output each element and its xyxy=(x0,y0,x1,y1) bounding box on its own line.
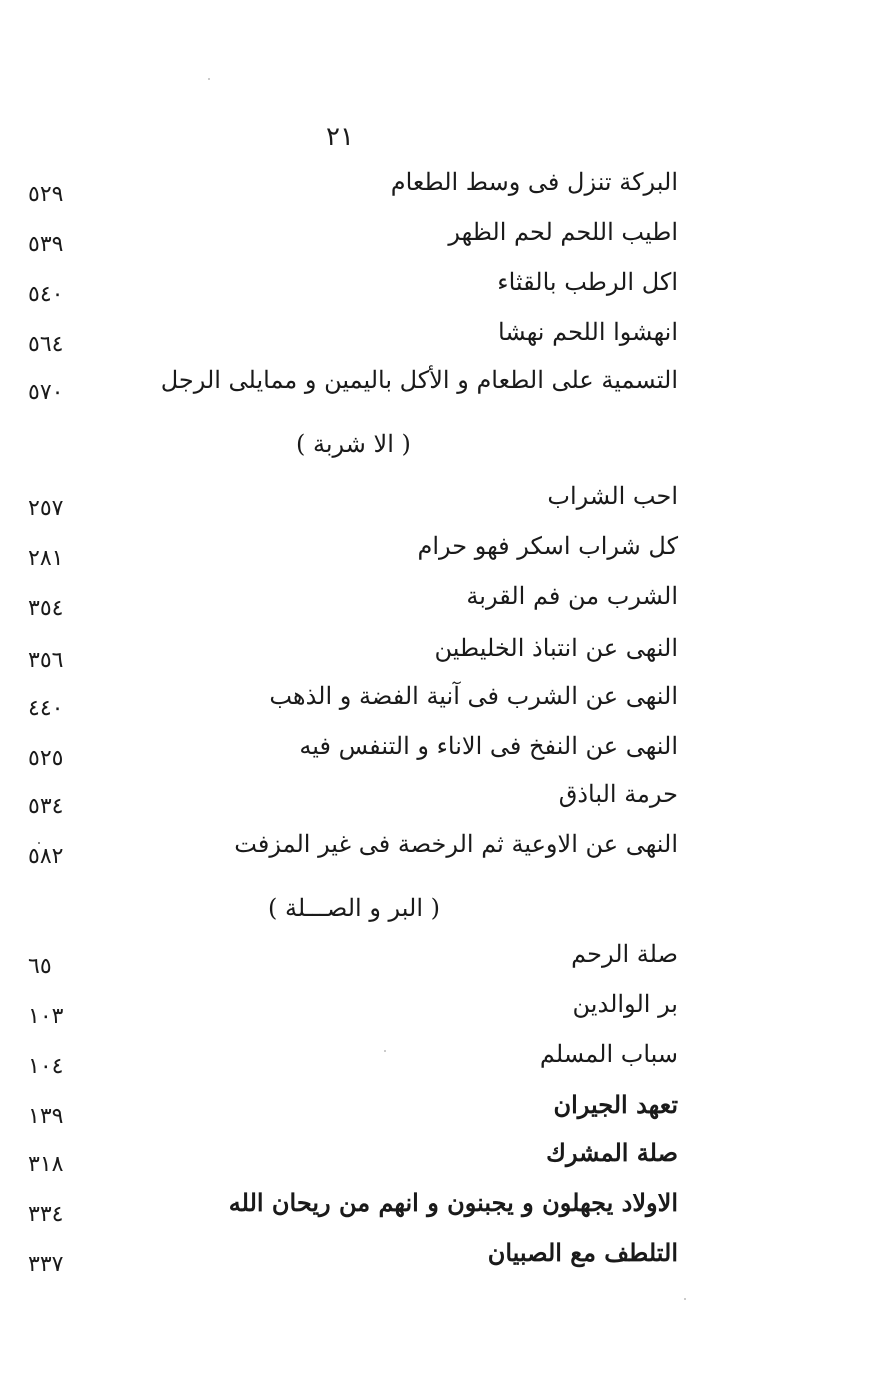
entry-title: الاولاد يجهلون و يجبنون و انهم من ريحان الله xyxy=(228,1188,678,1217)
entry-title: صلة الرحم xyxy=(571,940,678,968)
entry-title: تعهد الجيران xyxy=(553,1090,678,1119)
index-row xyxy=(0,990,873,1030)
scan-speck xyxy=(684,1298,686,1300)
entry-page-number: ١٠٣ xyxy=(28,1004,64,1029)
index-row xyxy=(0,1238,873,1278)
entry-page-number: ٣٣٤ xyxy=(28,1202,64,1227)
entry-page-number: ٥٣٤ xyxy=(28,794,64,819)
entry-title: اكل الرطب بالقثاء xyxy=(497,268,678,296)
entry-page-number: ٣٥٤ xyxy=(28,596,64,621)
entry-page-number: ٦٥ xyxy=(28,954,52,979)
index-row xyxy=(0,940,873,980)
entry-title: سباب المسلم xyxy=(539,1040,678,1068)
entry-title: الشرب من فم القربة xyxy=(466,582,678,610)
index-row xyxy=(0,366,873,406)
page-number: ٢١ xyxy=(326,122,354,152)
index-row xyxy=(0,268,873,308)
entry-title: كل شراب اسكر فهو حرام xyxy=(417,532,678,560)
section-heading-drinks: ( الا شربة ) xyxy=(296,430,411,458)
entry-page-number: ٥٢٩ xyxy=(28,182,64,207)
index-row xyxy=(0,582,873,622)
index-row xyxy=(0,830,873,870)
entry-page-number: ٥٦٤ xyxy=(28,332,64,357)
entry-title: اطيب اللحم لحم الظهر xyxy=(448,218,678,246)
entry-page-number: ٤٤٠ xyxy=(28,696,64,721)
scan-speck xyxy=(384,1050,386,1052)
entry-page-number: ١٣٩ xyxy=(28,1104,64,1129)
index-row xyxy=(0,1040,873,1080)
entry-title: بر الوالدين xyxy=(572,990,678,1018)
entry-page-number: ٢٨١ xyxy=(28,546,64,571)
entry-page-number: ٥٨٢ xyxy=(28,844,64,869)
entry-title: صلة المشرك xyxy=(546,1138,678,1167)
entry-page-number: ٣٥٦ xyxy=(28,648,64,673)
index-row xyxy=(0,634,873,674)
index-row xyxy=(0,732,873,772)
entry-title: احب الشراب xyxy=(547,482,678,510)
index-row xyxy=(0,318,873,358)
index-row xyxy=(0,168,873,208)
entry-page-number: ٣٣٧ xyxy=(28,1252,64,1277)
index-row xyxy=(0,1188,873,1228)
index-row xyxy=(0,682,873,722)
entry-title: النهى عن النفخ فى الاناء و التنفس فيه xyxy=(299,732,678,760)
index-row xyxy=(0,532,873,572)
entry-page-number: ٣١٨ xyxy=(28,1152,64,1177)
index-row xyxy=(0,780,873,820)
entry-page-number: ٥٧٠ xyxy=(28,380,64,405)
index-row xyxy=(0,1090,873,1130)
entry-page-number: ٢٥٧ xyxy=(28,496,64,521)
entry-title: انهشوا اللحم نهشا xyxy=(498,318,678,346)
entry-title: البركة تنزل فى وسط الطعام xyxy=(390,168,678,196)
entry-title: حرمة الباذق xyxy=(558,780,678,808)
entry-page-number: ٥٣٩ xyxy=(28,232,64,257)
index-row xyxy=(0,218,873,258)
index-row xyxy=(0,482,873,522)
scan-speck xyxy=(208,78,210,80)
entry-title: التلطف مع الصبيان xyxy=(487,1238,678,1267)
entry-title: النهى عن الشرب فى آنية الفضة و الذهب xyxy=(269,682,678,710)
scan-speck xyxy=(38,842,40,844)
entry-title: النهى عن الاوعية ثم الرخصة فى غير المزفت xyxy=(234,830,678,858)
entry-page-number: ٥٤٠ xyxy=(28,282,64,307)
entry-title: النهى عن انتباذ الخليطين xyxy=(434,634,678,662)
entry-title: التسمية على الطعام و الأكل باليمين و ممايلى الرجل xyxy=(160,366,678,394)
index-row xyxy=(0,1138,873,1178)
entry-page-number: ١٠٤ xyxy=(28,1054,64,1079)
entry-page-number: ٥٢٥ xyxy=(28,746,64,771)
section-heading-kindness: ( البر و الصـــلة ) xyxy=(268,894,440,922)
